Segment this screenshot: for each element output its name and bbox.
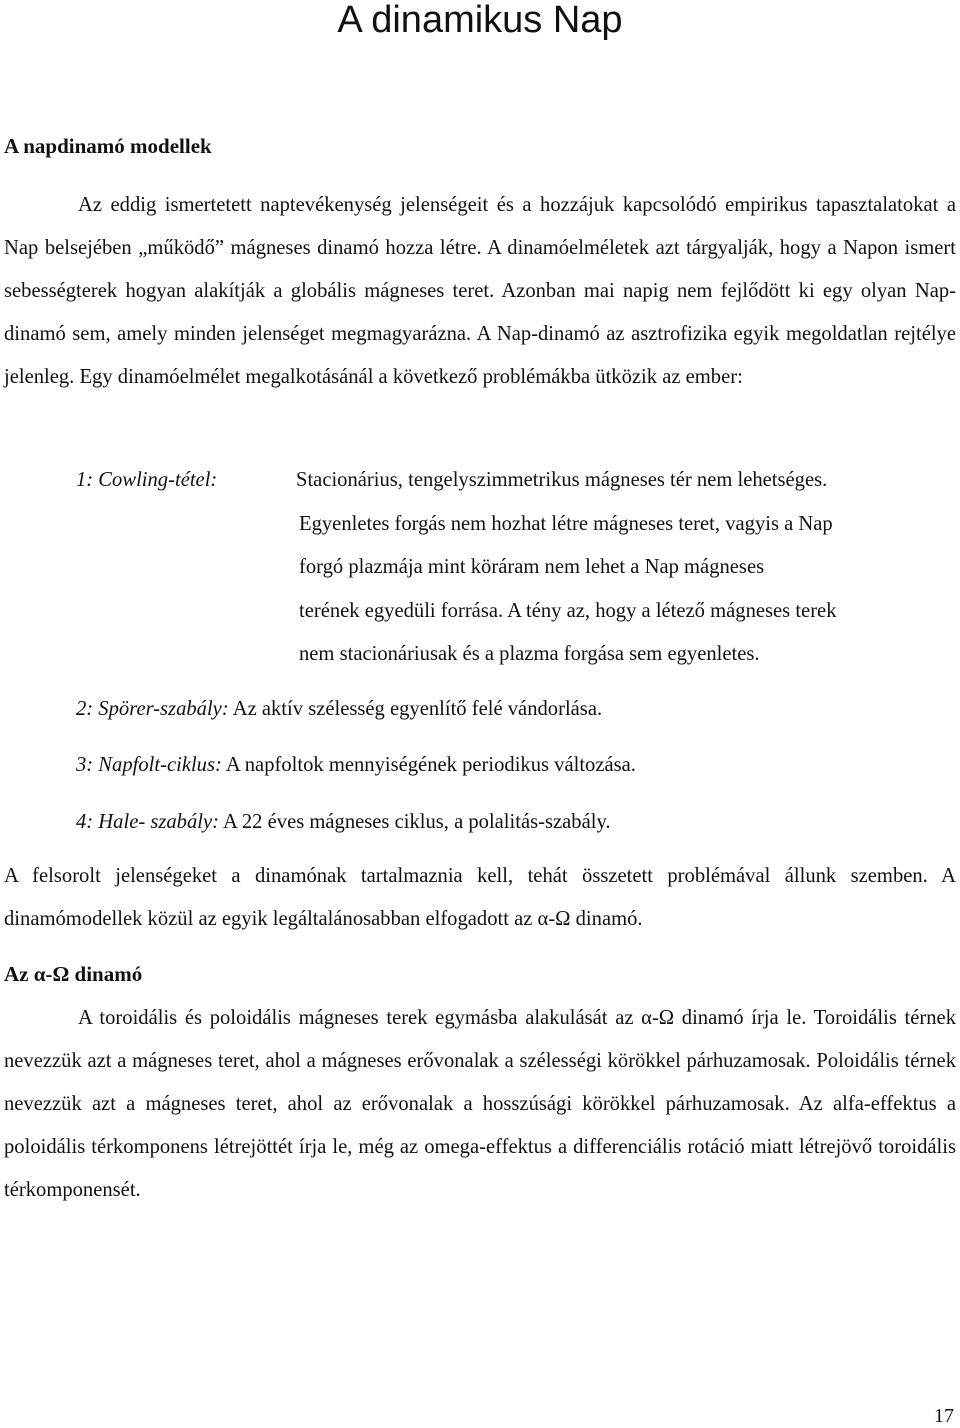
cowling-description — [296, 459, 960, 677]
section-heading-napdinamo: A napdinamó modellek — [4, 134, 212, 158]
alpha-omega-text: A toroidális és poloidális mágneses terek egymásba alakulását az α-Ω dinamó írja le. Toroidális térnek nevezzük azt a mágneses teret, ahol a mágneses erővonalak a szélességi körökkel párhuzamosak. Poloidális térnek nevezzük azt a mágneses teret, ahol az erővonalak a hosszúsági körökkel párhuzamosak. Az alfa-effektus a poloidális térkomponens létrejöttét írja le, még az omega-effektus a differenciális rotáció miatt létrejövő toroidális térkomponensét. — [4, 1007, 956, 1201]
alpha-omega-paragraph — [4, 997, 956, 1212]
sporer-term: 2: Spörer-szabály: — [76, 698, 229, 720]
sporer-item — [76, 694, 602, 724]
cowling-line: Stacionárius, tengelyszimmetrikus mágneses tér nem lehetséges. — [296, 469, 828, 491]
napfolt-term: 3: Napfolt-ciklus: — [76, 754, 222, 776]
conclusion-paragraph: A felsorolt jelenségeket a dinamónak tartalmaznia kell, tehát összetett problémával állunk szemben. A dinamómodellek közül az egyik legáltalánosabban elfogadott az α-Ω dinamó. — [4, 865, 956, 930]
hale-item — [76, 807, 611, 837]
cowling-line: nem stacionáriusak és a plazma forgása sem egyenletes. — [299, 643, 760, 665]
intro-text: Az eddig ismertetett naptevékenység jelenségeit és a hozzájuk kapcsolódó empirikus tapasztalatokat a Nap belsejében „működő” mágneses dinamó hozza létre. A dinamóelméletek azt tárgyalják, hogy a Napon ismert sebességterek hogyan alakítják a globális mágneses teret. Azonban mai napig nem fejlődött ki egy olyan Nap-dinamó sem, amely minden jelenséget megmagyarázna. A Nap-dinamó az asztrofizika egyik megoldatlan rejtélye jelenleg. Egy dinamóelmélet megalkotásánál a következő problémákba ütközik az ember: — [4, 194, 956, 388]
page-number: 17 — [934, 1405, 954, 1427]
napfolt-text: A napfoltok mennyiségének periodikus változása. — [225, 754, 636, 776]
sporer-text: Az aktív szélesség egyenlítő felé vándorlása. — [232, 698, 603, 720]
intro-paragraph — [4, 184, 956, 399]
cowling-line: forgó plazmája mint köráram nem lehet a Nap mágneses — [299, 556, 765, 578]
cowling-term: 1: Cowling-tétel: — [76, 469, 218, 491]
cowling-line: Egyenletes forgás nem hozhat létre mágneses teret, vagyis a Nap — [299, 512, 833, 535]
napfolt-item — [76, 750, 636, 780]
page-title: A dinamikus Nap — [337, 0, 623, 41]
hale-term: 4: Hale- szabály: — [76, 811, 219, 833]
hale-text: A 22 éves mágneses ciklus, a polalitás-szabály. — [223, 811, 611, 833]
cowling-line: terének egyedüli forrása. A tény az, hogy a létező mágneses terek — [299, 599, 837, 622]
section-heading-alpha-omega: Az α-Ω dinamó — [4, 962, 143, 986]
